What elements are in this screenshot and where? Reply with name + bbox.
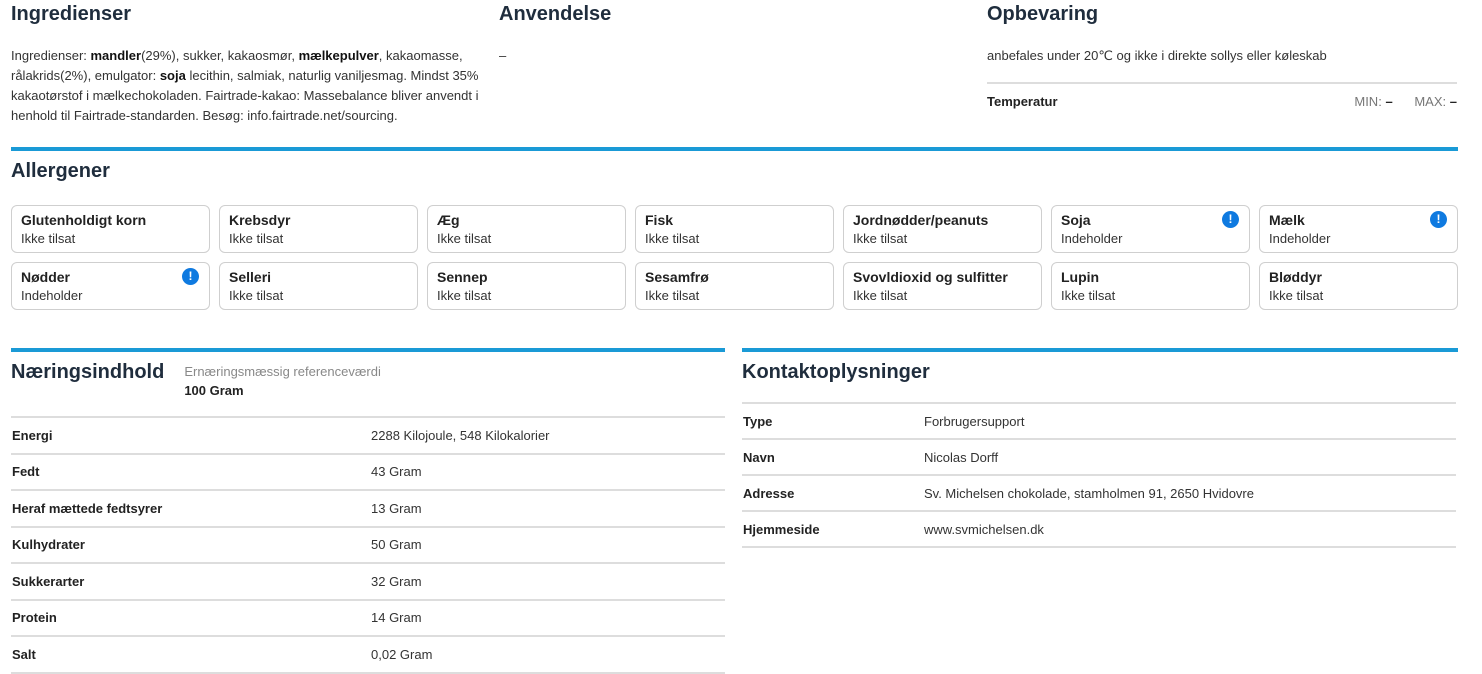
- website-link[interactable]: www.svmichelsen.dk: [923, 511, 1456, 547]
- allergen-status: Indeholder: [1061, 231, 1123, 246]
- allergen-card: [843, 205, 1042, 253]
- usage-text: –: [499, 48, 507, 63]
- ingredient-text-part: , kakaomasse, rålakrids(2%), emulgator:: [11, 48, 463, 83]
- allergen-name: Lupin: [1061, 269, 1100, 285]
- temperature-row: [987, 82, 1457, 109]
- allergen-name: Sesamfrø: [645, 269, 709, 285]
- min-label: MIN:: [1354, 94, 1382, 109]
- exclamation-circle-icon: !: [1430, 211, 1447, 228]
- nutrition-row: [11, 454, 725, 491]
- allergen-card: [427, 262, 626, 310]
- allergen-name: Bløddyr: [1269, 269, 1322, 285]
- ingredient-text-part: (29%), sukker, kakaosmør,: [141, 48, 299, 63]
- nutrition-row: [11, 636, 725, 673]
- ingredients-section: [11, 2, 486, 126]
- contact-section: [742, 352, 1456, 548]
- nutrition-row: [11, 417, 725, 454]
- allergen-name: Æg: [437, 212, 460, 228]
- allergen-card: [11, 205, 210, 253]
- allergen-name: Krebsdyr: [229, 212, 291, 228]
- nutrition-header: [11, 352, 725, 400]
- nutrition-label: Fedt: [11, 454, 370, 491]
- usage-section: [499, 2, 611, 66]
- contact-row: [742, 475, 1456, 511]
- ingredient-highlight: mandler: [90, 48, 142, 63]
- nutrition-label: Energi: [11, 417, 370, 454]
- ingredient-text-part: lecithin, salmiak, naturlig vaniljesmag. Mindst 35% kakaotørstof i mælkechokoladen. Fairtrade-kakao: Massebalance bliver anvendt i henhold til Fairtrade-standarden. Besøg: info.fairtrade.net/sourcing.: [11, 68, 479, 123]
- allergen-status: Ikke tilsat: [1269, 288, 1324, 303]
- allergen-card: [1051, 262, 1250, 310]
- usage-title: Anvendelse: [499, 3, 612, 25]
- allergen-status: Ikke tilsat: [437, 231, 492, 246]
- temperature-range: [1354, 94, 1457, 109]
- nutrition-row: [11, 563, 725, 600]
- allergen-name: Nødder: [21, 269, 70, 285]
- nutrition-value: 13 Gram: [370, 490, 725, 527]
- nutrition-value: 14 Gram: [370, 600, 725, 637]
- exclamation-circle-icon: !: [1222, 211, 1239, 228]
- nutrition-label: Protein: [11, 600, 370, 637]
- nutrition-value: 2288 Kilojoule, 548 Kilokalorier: [370, 417, 725, 454]
- allergen-name: Fisk: [645, 212, 674, 228]
- allergen-status: Ikke tilsat: [229, 288, 284, 303]
- nutrition-label: Sukkerarter: [11, 563, 370, 600]
- storage-section: [987, 2, 1457, 109]
- reference-block: [184, 362, 381, 400]
- allergen-card: [427, 205, 626, 253]
- storage-title: Opbevaring: [987, 3, 1099, 25]
- allergen-name: Svovldioxid og sulfitter: [853, 269, 1008, 285]
- nutrition-value: 32 Gram: [370, 563, 725, 600]
- contact-row: [742, 511, 1456, 547]
- allergen-status: Ikke tilsat: [21, 231, 76, 246]
- max-label: MAX:: [1414, 94, 1447, 109]
- allergen-card: [11, 262, 210, 310]
- allergen-name: Sennep: [437, 269, 488, 285]
- nutrition-value: 43 Gram: [370, 454, 725, 491]
- allergen-status: Ikke tilsat: [1061, 288, 1116, 303]
- nutrition-title: Næringsindhold: [11, 361, 165, 383]
- allergen-status: Ikke tilsat: [645, 288, 700, 303]
- nutrition-label: Salt: [11, 636, 370, 673]
- allergen-status: Indeholder: [21, 288, 83, 303]
- ingredients-text: [11, 46, 486, 126]
- nutrition-value: 50 Gram: [370, 527, 725, 564]
- contact-value: Forbrugersupport: [923, 403, 1456, 439]
- allergen-card: [219, 262, 418, 310]
- reference-label: Ernæringsmæssig referenceværdi: [184, 364, 381, 379]
- allergen-card: [219, 205, 418, 253]
- allergen-card: [1051, 205, 1250, 253]
- nutrition-row: [11, 490, 725, 527]
- ingredient-highlight: soja: [159, 68, 186, 83]
- max-value: –: [1449, 94, 1457, 109]
- contact-title: Kontaktoplysninger: [742, 361, 930, 383]
- exclamation-circle-icon: !: [182, 268, 199, 285]
- contact-row: [742, 403, 1456, 439]
- allergens-divider: [11, 147, 1458, 151]
- allergen-name: Selleri: [229, 269, 272, 285]
- allergen-status: Ikke tilsat: [853, 231, 908, 246]
- ingredient-highlight: mælkepulver: [298, 48, 379, 63]
- nutrition-value: 0,02 Gram: [370, 636, 725, 673]
- allergen-status: Ikke tilsat: [437, 288, 492, 303]
- contact-label: Hjemmeside: [742, 511, 923, 547]
- contact-value: Sv. Michelsen chokolade, stamholmen 91, 2650 Hvidovre: [923, 475, 1456, 511]
- allergen-name: Jordnødder/peanuts: [853, 212, 989, 228]
- allergen-status: Ikke tilsat: [229, 231, 284, 246]
- allergen-card: [843, 262, 1042, 310]
- nutrition-label: Heraf mættede fedtsyrer: [11, 490, 370, 527]
- allergen-card: [1259, 262, 1458, 310]
- nutrition-table: [11, 416, 725, 674]
- allergen-status: Indeholder: [1269, 231, 1331, 246]
- allergen-card: [635, 262, 834, 310]
- allergen-name: Soja: [1061, 212, 1091, 228]
- contact-value: Nicolas Dorff: [923, 439, 1456, 475]
- allergen-status: Ikke tilsat: [853, 288, 908, 303]
- min-value: –: [1385, 94, 1393, 109]
- allergen-name: Glutenholdigt korn: [21, 212, 147, 228]
- contact-label: Navn: [742, 439, 923, 475]
- allergens-title: Allergener: [11, 160, 110, 182]
- contact-label: Type: [742, 403, 923, 439]
- reference-value: 100 Gram: [184, 383, 244, 398]
- nutrition-label: Kulhydrater: [11, 527, 370, 564]
- contact-table: [742, 402, 1456, 548]
- ingredient-text-part: Ingredienser:: [11, 48, 91, 63]
- storage-text: anbefales under 20℃ og ikke i direkte sollys eller køleskab: [987, 48, 1327, 63]
- allergen-grid: [11, 205, 1458, 310]
- nutrition-section: [11, 352, 725, 674]
- allergen-status: Ikke tilsat: [645, 231, 700, 246]
- contact-row: [742, 439, 1456, 475]
- temperature-label: Temperatur: [987, 94, 1058, 109]
- allergen-name: Mælk: [1269, 212, 1305, 228]
- nutrition-row: [11, 600, 725, 637]
- allergen-card: [635, 205, 834, 253]
- ingredients-title: Ingredienser: [11, 3, 132, 25]
- nutrition-row: [11, 527, 725, 564]
- allergen-card: [1259, 205, 1458, 253]
- contact-label: Adresse: [742, 475, 923, 511]
